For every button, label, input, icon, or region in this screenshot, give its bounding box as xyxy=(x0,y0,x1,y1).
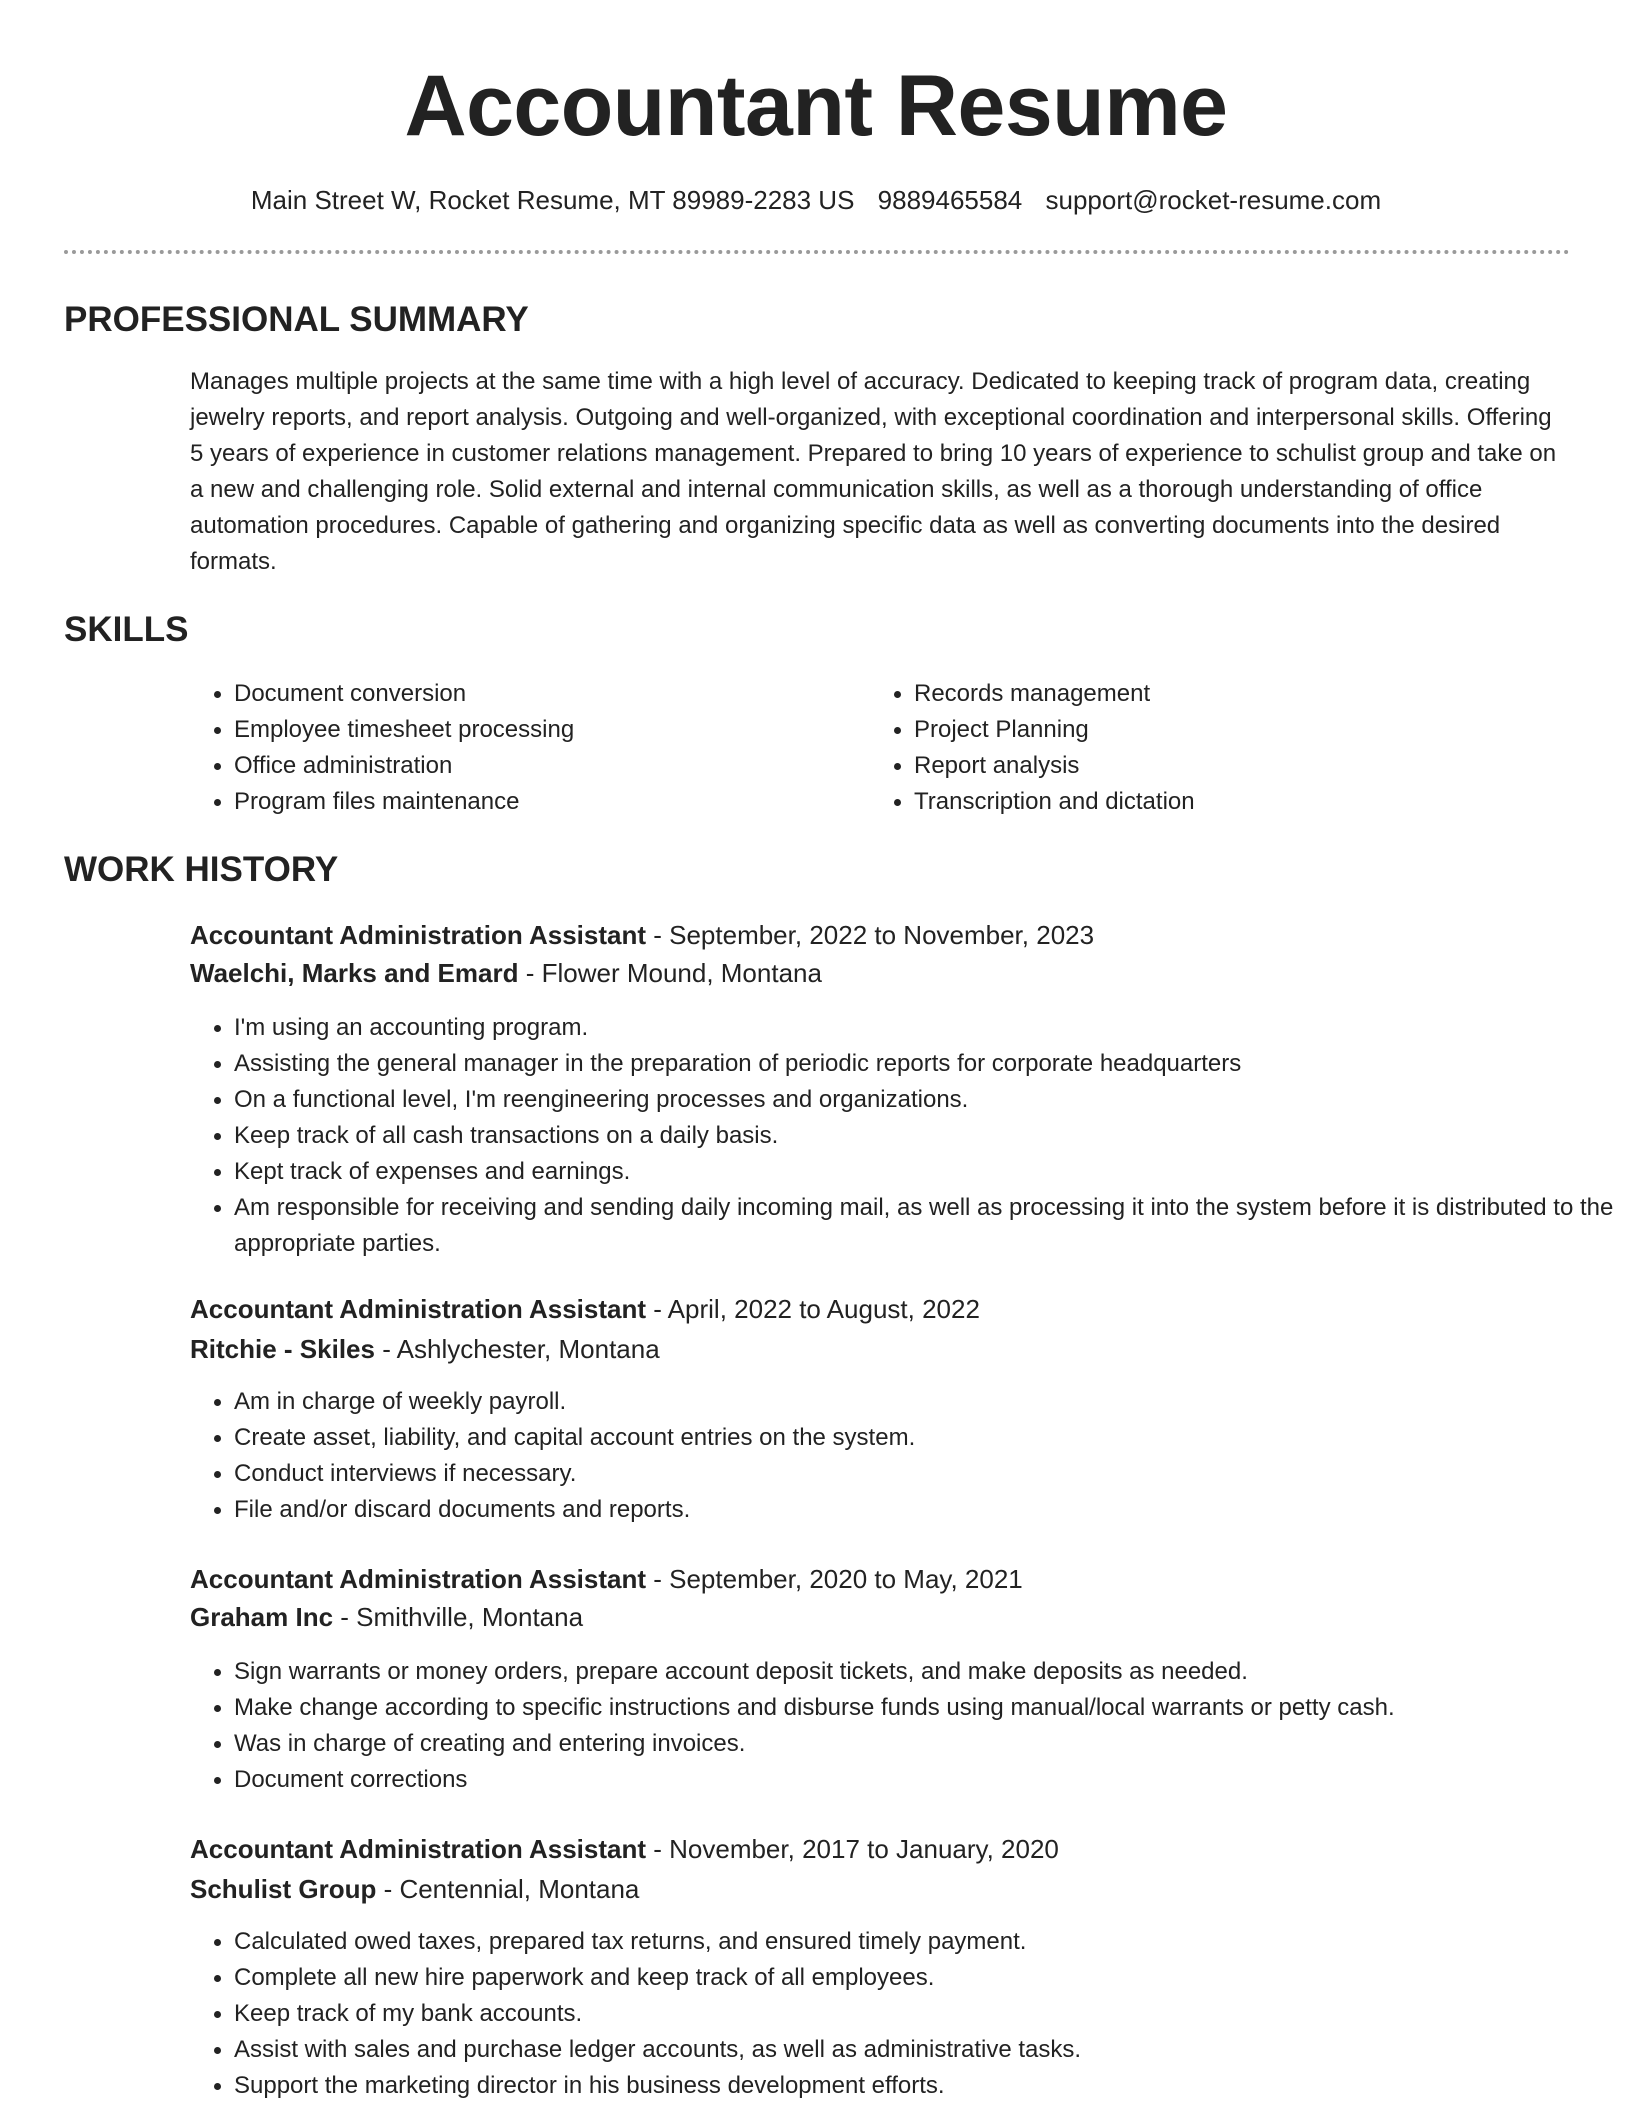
resume-title: Accountant Resume xyxy=(404,58,1228,154)
skill-item: • Office administration xyxy=(234,748,854,784)
job-company: Graham Inc xyxy=(190,1602,334,1632)
job-bullet: • Create asset, liability, and capital account entries on the system. xyxy=(234,1420,1614,1456)
job-title: Accountant Administration Assistant xyxy=(190,1834,647,1864)
job-bullet: • Make change according to specific instructions and disburse funds using manual/local warrants or petty cash. xyxy=(234,1690,1614,1726)
skill-item: • Document conversion xyxy=(234,676,854,712)
job-title: Accountant Administration Assistant xyxy=(190,1564,647,1594)
job-location: - Centennial, Montana xyxy=(376,1874,640,1904)
job-bullet: • Conduct interviews if necessary. xyxy=(234,1456,1614,1492)
skills-list-left xyxy=(190,676,854,820)
job-bullet: • I'm using an accounting program. xyxy=(234,1010,1614,1046)
skill-item: • Transcription and dictation xyxy=(914,784,1594,820)
job-title: Accountant Administration Assistant xyxy=(190,920,647,950)
job-company-line xyxy=(190,954,822,992)
skill-item: • Project Planning xyxy=(914,712,1594,748)
job-bullet-list xyxy=(190,1924,1614,2104)
job-title-line xyxy=(190,1290,980,1328)
job-bullet: • Assisting the general manager in the preparation of periodic reports for corporate headquarters xyxy=(234,1046,1614,1082)
skill-item: • Records management xyxy=(914,676,1594,712)
summary-heading: PROFESSIONAL SUMMARY xyxy=(64,300,529,339)
job-bullet: • Assist with sales and purchase ledger accounts, as well as administrative tasks. xyxy=(234,2032,1614,2068)
job-bullet: • Complete all new hire paperwork and keep track of all employees. xyxy=(234,1960,1614,1996)
contact-line xyxy=(0,182,1632,218)
job-bullet-list xyxy=(190,1654,1614,1798)
job-company: Ritchie - Skiles xyxy=(190,1334,375,1364)
job-location: - Ashlychester, Montana xyxy=(374,1334,660,1364)
summary-text: Manages multiple projects at the same time with a high level of accuracy. Dedicated to keeping track of program data, creating jewelry reports, and report analysis. Outgoing and well-organized, with exceptional coordination and interpersonal skills. Offering 5 years of experience in customer relations management. Prepared to bring 10 years of experience to schulist group and take on a new and challenging role. Solid external and internal communication skills, as well as a thorough understanding of office automation procedures. Capable of gathering and organizing specific data as well as converting documents into the desired formats. xyxy=(190,368,1557,575)
job-bullet: • Keep track of my bank accounts. xyxy=(234,1996,1614,2032)
skills-heading: SKILLS xyxy=(64,610,189,649)
job-bullet: • Keep track of all cash transactions on a daily basis. xyxy=(234,1118,1614,1154)
job-bullet: • Am in charge of weekly payroll. xyxy=(234,1384,1614,1420)
job-bullet: • Was in charge of creating and entering invoices. xyxy=(234,1726,1614,1762)
job-bullet: • Am responsible for receiving and sending daily incoming mail, as well as processing it into the system before it is distributed to the appropriate parties. xyxy=(234,1190,1614,1262)
job-bullet-list xyxy=(190,1384,1614,1528)
job-bullet: • File and/or discard documents and reports. xyxy=(234,1492,1614,1528)
job-title-line xyxy=(190,1830,1059,1868)
job-company-line xyxy=(190,1598,583,1636)
job-title: Accountant Administration Assistant xyxy=(190,1294,647,1324)
header-divider xyxy=(64,250,1570,254)
job-dates: - November, 2017 to January, 2020 xyxy=(646,1834,1059,1864)
job-title-line xyxy=(190,916,1094,954)
job-bullet: • Document corrections xyxy=(234,1762,1614,1798)
job-bullet: • Calculated owed taxes, prepared tax returns, and ensured timely payment. xyxy=(234,1924,1614,1960)
job-bullet: • On a functional level, I'm reengineering processes and organizations. xyxy=(234,1082,1614,1118)
job-bullet: • Sign warrants or money orders, prepare account deposit tickets, and make deposits as needed. xyxy=(234,1654,1614,1690)
job-bullet: • Kept track of expenses and earnings. xyxy=(234,1154,1614,1190)
job-dates: - April, 2022 to August, 2022 xyxy=(646,1294,980,1324)
job-dates: - September, 2020 to May, 2021 xyxy=(646,1564,1023,1594)
job-bullet-list xyxy=(190,1010,1614,1262)
work-history-heading: WORK HISTORY xyxy=(64,850,339,889)
skill-item: • Program files maintenance xyxy=(234,784,854,820)
job-company: Schulist Group xyxy=(190,1874,377,1904)
job-title-line xyxy=(190,1560,1023,1598)
contact-email: support@rocket-resume.com xyxy=(1045,185,1382,215)
job-company: Waelchi, Marks and Emard xyxy=(190,958,519,988)
job-bullet: • Support the marketing director in his business development efforts. xyxy=(234,2068,1614,2104)
job-location: - Smithville, Montana xyxy=(333,1602,584,1632)
job-company-line xyxy=(190,1870,639,1908)
job-dates: - September, 2022 to November, 2023 xyxy=(646,920,1095,950)
skills-list-right xyxy=(870,676,1594,820)
skill-item: • Report analysis xyxy=(914,748,1594,784)
job-location: - Flower Mound, Montana xyxy=(518,958,822,988)
contact-address: Main Street W, Rocket Resume, MT 89989-2283 US xyxy=(250,185,855,215)
skill-item: • Employee timesheet processing xyxy=(234,712,854,748)
contact-phone: 9889465584 xyxy=(877,185,1023,215)
job-company-line xyxy=(190,1330,660,1368)
